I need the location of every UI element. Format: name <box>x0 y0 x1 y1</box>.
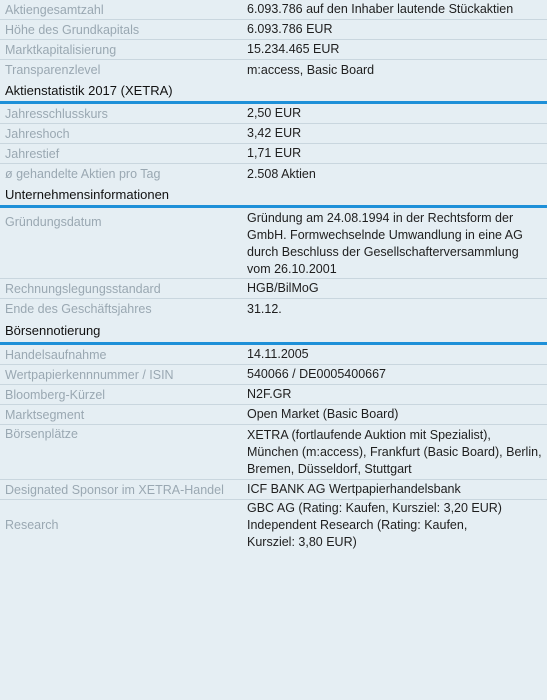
row-value <box>244 208 547 278</box>
row-value: 15.234.465 EUR <box>247 42 340 56</box>
value-line: Kursziel: 3,80 EUR) <box>247 535 357 549</box>
row-value: 3,42 EUR <box>247 126 302 140</box>
table-row <box>0 104 547 124</box>
row-label: Höhe des Grundkapitals <box>5 22 140 37</box>
table-row <box>0 60 547 80</box>
row-label: ø gehandelte Aktien pro Tag <box>5 167 161 181</box>
row-value: 540066 / DE0005400667 <box>247 367 387 381</box>
table-row <box>0 124 547 144</box>
table-row <box>0 279 547 299</box>
row-value: ICF BANK AG Wertpapierhandelsbank <box>247 482 461 496</box>
value-line: XETRA (fortlaufende Auktion mit Spezialist), <box>247 428 491 442</box>
row-label: Transparenzlevel <box>5 63 101 77</box>
row-label: Wertpapierkennnummer / ISIN <box>5 367 174 382</box>
row-value: m:access, Basic Board <box>247 62 375 77</box>
row-label: Handelsaufnahme <box>5 347 107 362</box>
table-row <box>0 164 547 184</box>
row-label: Aktiengesamtzahl <box>5 2 104 17</box>
row-value <box>244 425 547 479</box>
row-label: Bloomberg-Kürzel <box>5 387 106 402</box>
table-row <box>0 405 547 425</box>
table-row <box>0 20 547 40</box>
table-row <box>0 500 547 550</box>
row-label: Jahreshoch <box>5 126 70 141</box>
table-row <box>0 385 547 405</box>
value-line: Independent Research (Rating: Kaufen, <box>247 518 468 532</box>
row-value <box>244 500 547 550</box>
value-line: München (m:access), Frankfurt (Basic Board), Berlin, <box>247 445 542 459</box>
table-row <box>0 425 547 480</box>
value-line: durch Beschluss der Gesellschafterversammlung <box>247 245 519 259</box>
table-row <box>0 144 547 164</box>
row-value: 2,50 EUR <box>247 106 302 120</box>
row-label: Gründungsdatum <box>5 215 102 229</box>
section-heading: Unternehmensinformationen <box>0 184 547 208</box>
table-row <box>0 345 547 365</box>
row-value: 2.508 Aktien <box>247 166 316 181</box>
row-value: 31.12. <box>247 301 282 316</box>
table-row <box>0 0 547 20</box>
value-line: Gründung am 24.08.1994 in der Rechtsform der <box>247 211 514 225</box>
section-heading: Börsennotierung <box>0 319 547 345</box>
table-row <box>0 365 547 385</box>
value-line: GmbH. Formwechselnde Umwandlung in eine AG <box>247 228 523 242</box>
row-value: 1,71 EUR <box>247 146 302 160</box>
table-row <box>0 480 547 500</box>
row-label: Rechnungslegungsstandard <box>5 281 161 296</box>
row-label: Ende des Geschäftsjahres <box>5 302 152 316</box>
row-value: 6.093.786 auf den Inhaber lautende Stückaktien <box>247 2 514 16</box>
row-value: N2F.GR <box>247 387 292 401</box>
row-label: Research <box>5 518 59 532</box>
row-value: 6.093.786 EUR <box>247 22 333 36</box>
row-label: Börsenplätze <box>5 427 78 441</box>
value-line: GBC AG (Rating: Kaufen, Kursziel: 3,20 EUR) <box>247 501 502 515</box>
row-label: Marktsegment <box>5 407 85 422</box>
row-value: 14.11.2005 <box>247 347 309 361</box>
value-line: vom 26.10.2001 <box>247 262 337 276</box>
table-row <box>0 40 547 60</box>
row-label: Jahresschlusskurs <box>5 106 108 121</box>
table-row <box>0 299 547 319</box>
row-label: Jahrestief <box>5 146 60 161</box>
row-value: Open Market (Basic Board) <box>247 407 399 421</box>
table-row <box>0 208 547 279</box>
section-heading: Aktienstatistik 2017 (XETRA) <box>0 80 547 104</box>
row-value: HGB/BilMoG <box>247 281 319 295</box>
row-label: Designated Sponsor im XETRA-Handel <box>5 482 224 497</box>
row-label: Marktkapitalisierung <box>5 42 117 57</box>
value-line: Bremen, Düsseldorf, Stuttgart <box>247 462 412 476</box>
